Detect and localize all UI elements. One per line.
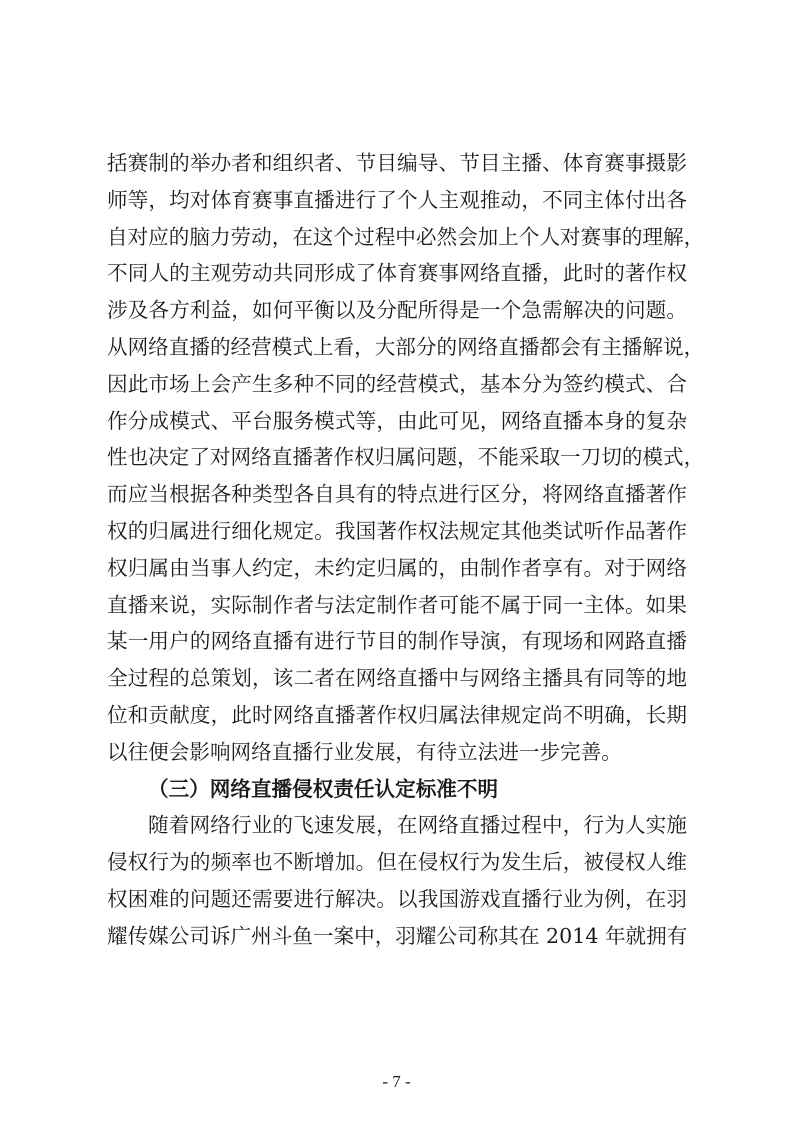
paragraph-1 <box>107 145 705 771</box>
paragraph-2-line-3: 权困难的问题还需要进行解决。以我国游戏直播行业为例，在羽 <box>107 886 687 911</box>
paragraph-1-line-8: 作分成模式、平台服务模式等，由此可见，网络直播本身的复杂 <box>107 408 687 433</box>
paragraph-1-line-1: 括赛制的举办者和组织者、节目编导、节目主播、体育赛事摄影 <box>107 151 687 175</box>
paragraph-2-line-4: 耀传媒公司诉广州斗鱼一案中，羽耀公司称其在 2014 年就拥有 <box>107 923 688 948</box>
paragraph-1-line-2: 师等，均对体育赛事直播进行了个人主观推动，不同主体付出各 <box>107 187 687 212</box>
paragraph-2-line-1: 随着网络行业的飞速发展，在网络直播过程中，行为人实施 <box>148 813 687 838</box>
body-text <box>107 145 705 955</box>
paragraph-1-line-9: 性也决定了对网络直播著作权归属问题，不能采取一刀切的模式， <box>107 445 705 470</box>
paragraph-1-line-3: 自对应的脑力劳动，在这个过程中必然会加上个人对赛事的理解， <box>107 224 705 249</box>
paragraph-1-line-13: 直播来说，实际制作者与法定制作者可能不属于同一主体。如果 <box>107 592 687 617</box>
page-number: - 7 - <box>382 1072 411 1091</box>
paragraph-1-line-7: 因此市场上会产生多种不同的经营模式，基本分为签约模式、合 <box>107 371 687 396</box>
paragraph-1-line-14: 某一用户的网络直播有进行节目的制作导演，有现场和网路直播 <box>107 629 687 654</box>
paragraph-1-line-10: 而应当根据各种类型各自具有的特点进行区分，将网络直播著作 <box>107 482 687 507</box>
paragraph-1-line-16: 位和贡献度，此时网络直播著作权归属法律规定尚不明确，长期 <box>107 702 687 727</box>
section-heading: （三）网络直播侵权责任认定标准不明 <box>148 776 499 801</box>
paragraph-1-line-4: 不同人的主观劳动共同形成了体育赛事网络直播，此时的著作权 <box>107 261 687 286</box>
paragraph-1-line-6: 从网络直播的经营模式上看，大部分的网络直播都会有主播解说， <box>107 334 705 359</box>
paragraph-1-line-15: 全过程的总策划，该二者在网络直播中与网络主播具有同等的地 <box>107 666 687 691</box>
paragraph-1-line-5: 涉及各方利益，如何平衡以及分配所得是一个急需解决的问题。 <box>107 298 687 323</box>
paragraph-1-line-17: 以往便会影响网络直播行业发展，有待立法进一步完善。 <box>107 739 622 764</box>
paragraph-2-line-2: 侵权行为的频率也不断增加。但在侵权行为发生后，被侵权人维 <box>107 850 687 875</box>
paragraph-2 <box>107 807 687 954</box>
paragraph-1-line-11: 权的归属进行细化规定。我国著作权法规定其他类试听作品著作 <box>107 518 687 543</box>
paragraph-1-line-12: 权归属由当事人约定，未约定归属的，由制作者享有。对于网络 <box>107 555 687 580</box>
